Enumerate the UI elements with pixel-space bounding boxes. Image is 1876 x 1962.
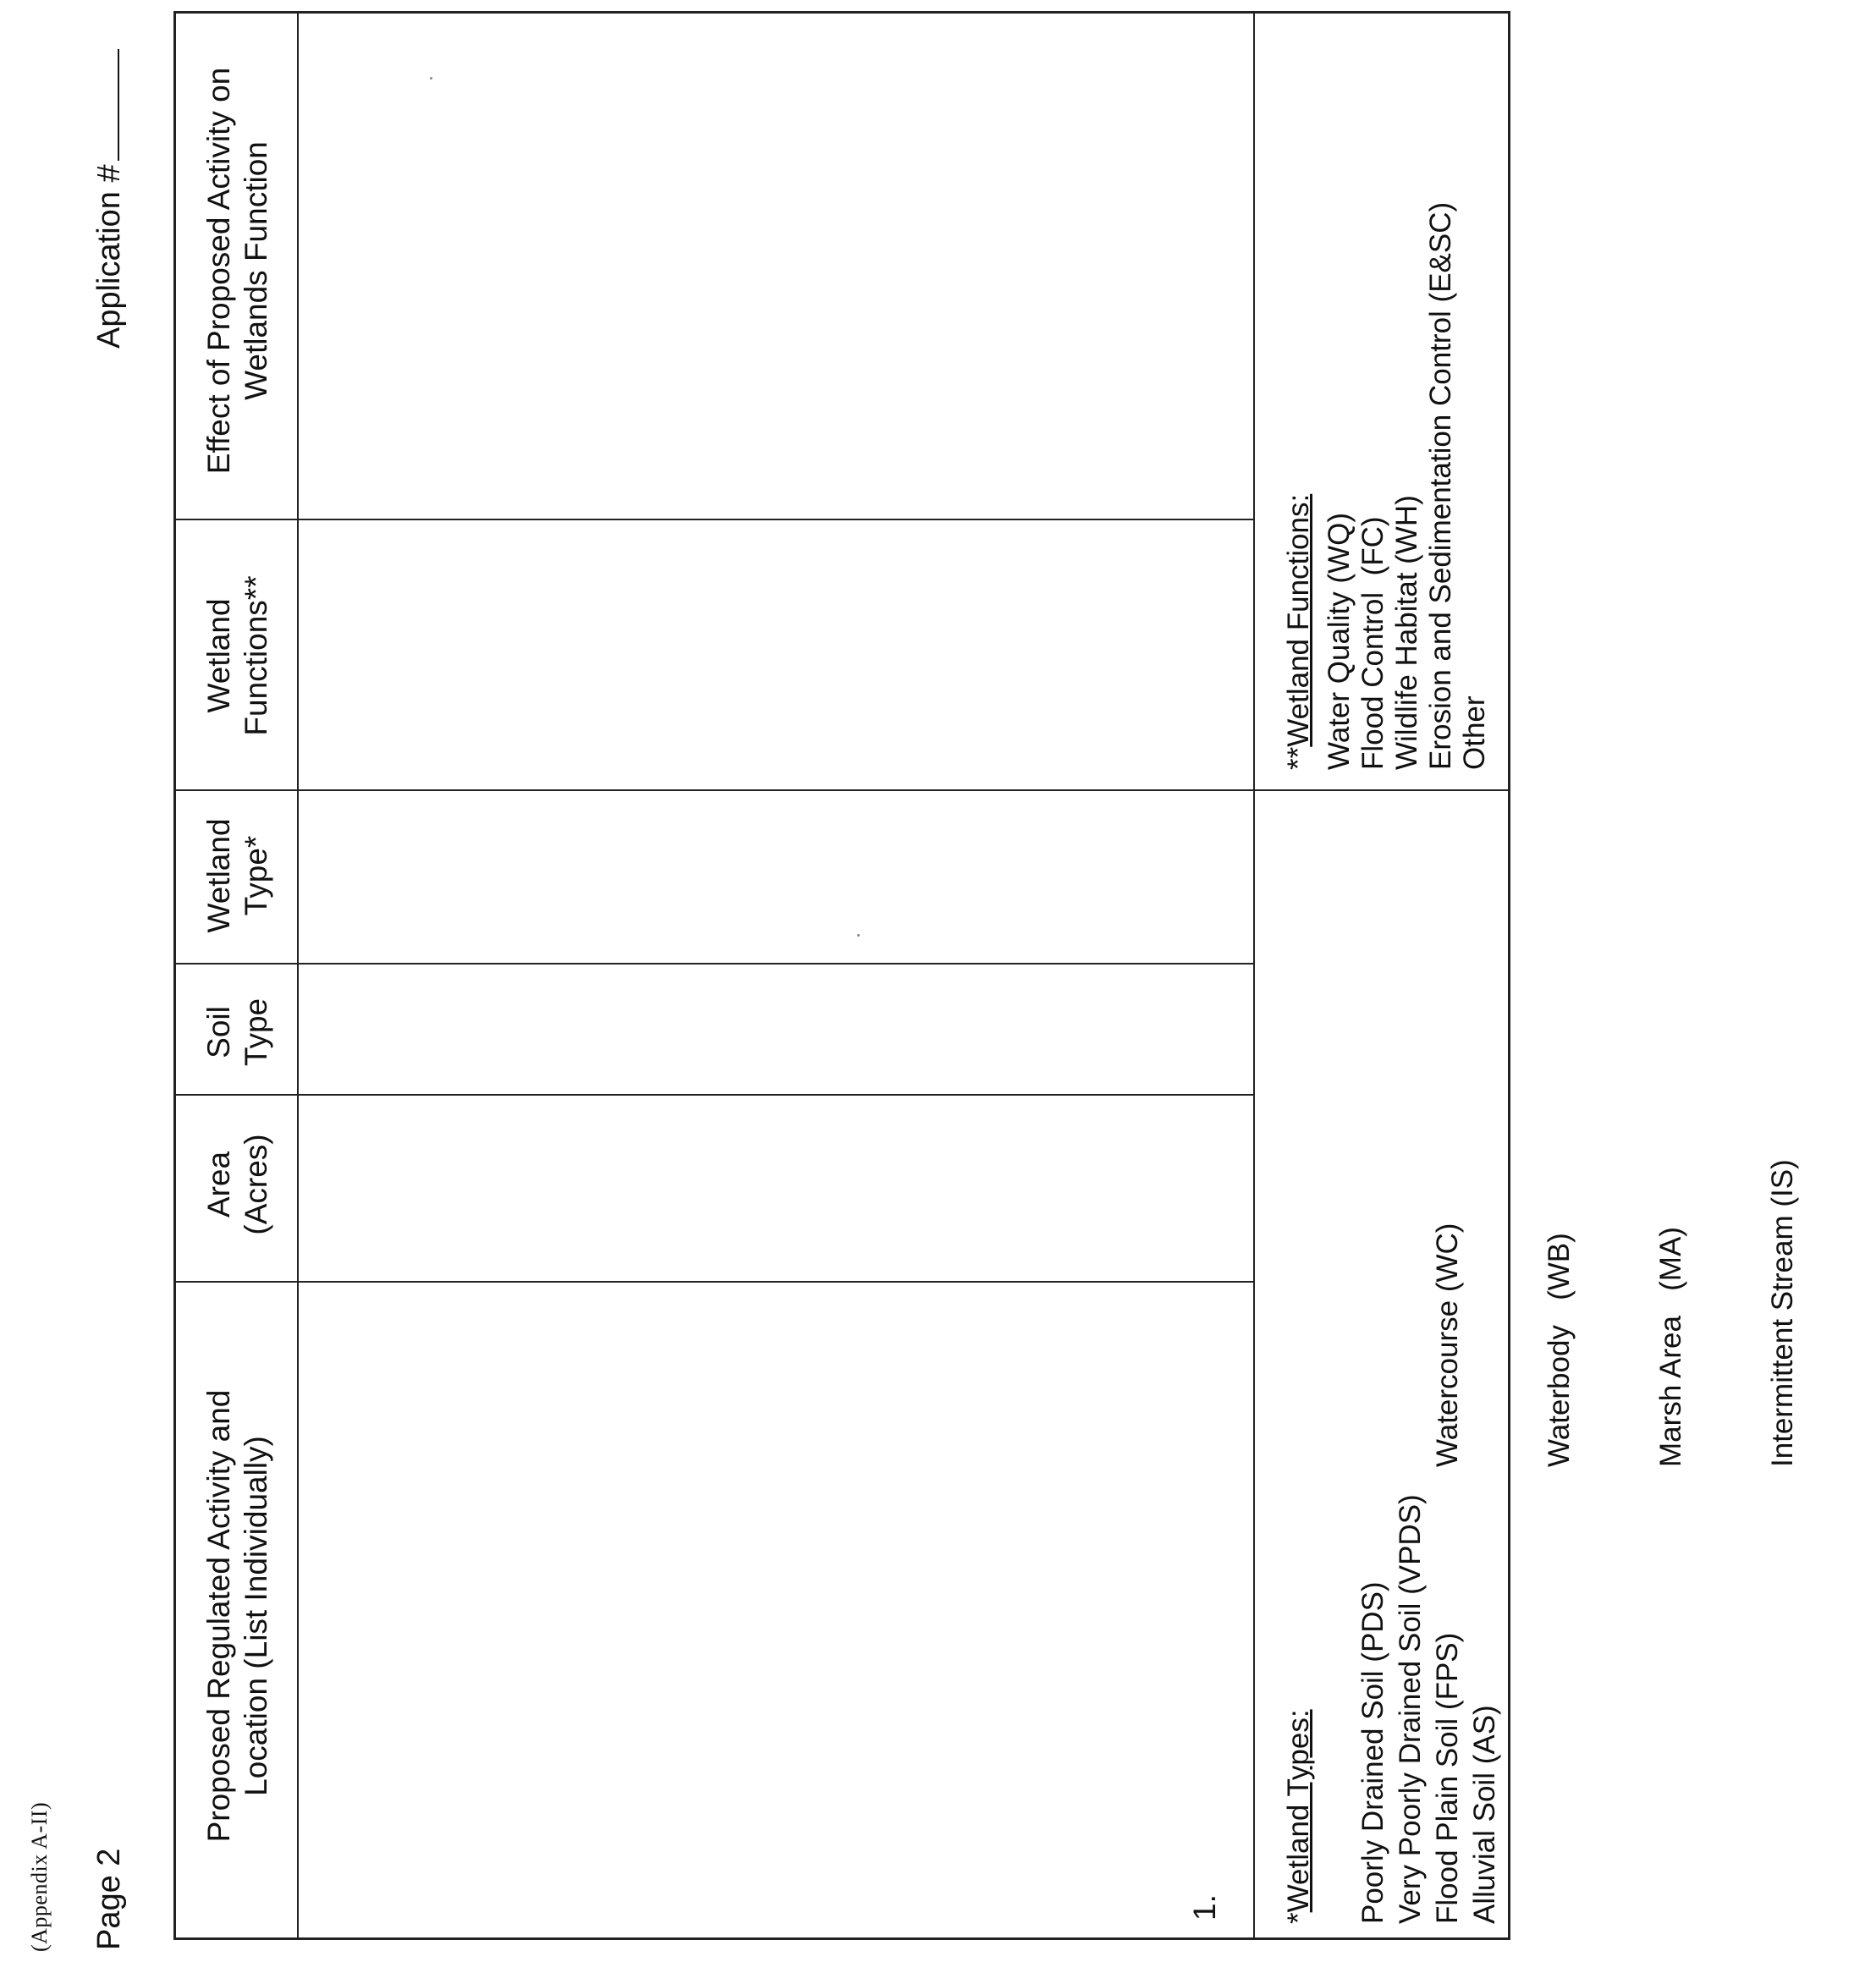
wetland-type-item: Poorly Drained Soil (PDS)	[1356, 1581, 1389, 1924]
column-divider	[176, 1281, 1253, 1283]
application-number-blank[interactable]	[92, 49, 119, 161]
cell-wetland-type[interactable]	[300, 793, 1252, 962]
scan-speck	[857, 934, 860, 937]
column-header-wetland-type: Wetland Type*	[201, 818, 273, 933]
column-header-activity-location: Proposed Regulated Activity and Location (List Individually)	[201, 1389, 273, 1843]
wetland-function-item: Flood Control (FC)	[1356, 516, 1389, 770]
wetland-type-item: Very Poorly Drained Soil (VPDS)	[1394, 1494, 1427, 1924]
wetland-type-item: Waterbody (WB)	[1543, 1233, 1576, 1467]
wetland-type-item: Watercourse (WC)	[1431, 1223, 1464, 1467]
column-header-soil-type: Soil Type	[201, 997, 273, 1067]
legend-row-divider	[1253, 14, 1255, 1937]
cell-area[interactable]	[300, 1097, 1252, 1280]
cell-soil-type[interactable]	[300, 966, 1252, 1093]
wetland-function-item: Other	[1458, 695, 1491, 770]
wetland-types-water-list	[1355, 1159, 1876, 1467]
cell-effect[interactable]	[300, 15, 1252, 518]
column-header-effect: Effect of Proposed Activity on Wetlands Function	[201, 67, 273, 475]
cell-wetland-functions[interactable]	[300, 522, 1252, 789]
wetland-type-item: Alluvial Soil (AS)	[1468, 1705, 1501, 1924]
column-divider	[176, 789, 1253, 791]
wetland-types-soils-list	[1355, 1467, 1876, 1924]
legend-divider	[1253, 789, 1508, 791]
wetland-functions-legend	[1280, 25, 1500, 770]
wetland-type-item: Flood Plain Soil (FPS)	[1431, 1632, 1464, 1924]
scan-speck	[430, 77, 432, 80]
column-header-wetland-functions: Wetland Functions**	[201, 575, 273, 736]
wetland-types-title: *Wetland Types:	[1282, 1709, 1315, 1924]
column-divider	[176, 963, 1253, 965]
wetland-functions-title: **Wetland Functions:	[1282, 493, 1315, 770]
wetland-function-item: Erosion and Sedimentation Control (E&SC)	[1424, 201, 1457, 770]
wetland-type-item: Marsh Area (MA)	[1654, 1227, 1687, 1467]
wetland-function-item: Water Quality (WQ)	[1323, 513, 1356, 770]
column-divider	[176, 1094, 1253, 1096]
wetland-types-legend	[1280, 807, 1799, 1924]
cell-activity-location[interactable]	[300, 1284, 1252, 1936]
column-divider	[176, 519, 1253, 520]
wetland-type-item: Intermittent Stream (IS)	[1766, 1159, 1799, 1467]
column-header-area: Area (Acres)	[201, 1134, 273, 1235]
header-row-divider	[297, 14, 299, 1937]
application-number-label: Application #	[91, 164, 127, 349]
wetland-functions-list	[1323, 25, 1492, 770]
page-number: Page 2	[91, 1848, 127, 1950]
appendix-label: (Appendix A-II)	[27, 1801, 52, 1952]
application-number-field[interactable]	[91, 49, 128, 349]
row-number: 1.	[1187, 1894, 1222, 1921]
wetlands-activity-table	[173, 11, 1799, 1940]
wetland-function-item: Wildlife Habitat (WH)	[1390, 495, 1423, 770]
